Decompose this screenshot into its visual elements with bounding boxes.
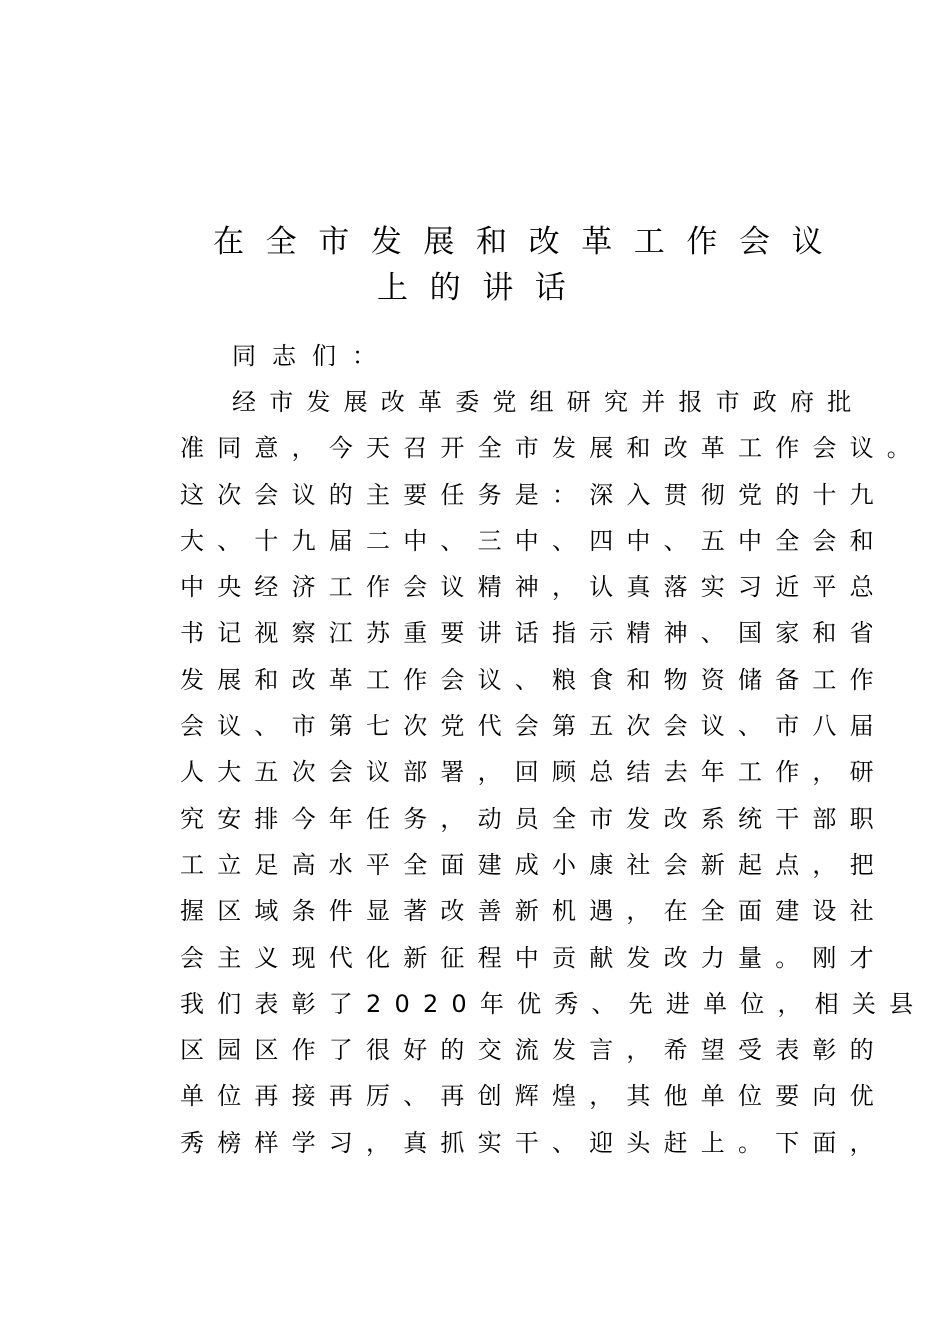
body-line: 握区域条件显著改善新机遇，在全面建设社 <box>180 897 887 926</box>
body-paragraph <box>180 382 927 1169</box>
body-line: 工立足高水平全面建成小康社会新起点，把 <box>180 850 887 879</box>
body-line: 会议、市第七次党代会第五次会议、市八届 <box>180 712 887 741</box>
body-line: 人大五次会议部署，回顾总结去年工作，研 <box>180 758 887 787</box>
body-line: 这次会议的主要任务是：深入贯彻党的十九 <box>180 480 887 509</box>
body-line: 单位再接再厉、再创辉煌，其他单位要向优 <box>180 1082 887 1111</box>
body-line: 究安排今年任务，动员全市发改系统干部职 <box>180 804 887 833</box>
title-line-2: 上的讲话 <box>377 270 588 306</box>
body-line: 经市发展改革委党组研究并报市政府批 <box>232 388 865 416</box>
title-line-1: 在全市发展和改革工作会议 <box>213 224 845 260</box>
body-line: 大、十九届二中、三中、四中、五中全会和 <box>180 526 887 555</box>
body-line: 书记视察江苏重要讲话指示精神、国家和省 <box>180 619 887 648</box>
body-line: 我们表彰了2020年优秀、先进单位，相关县 <box>180 989 927 1018</box>
salutation: 同志们： <box>232 342 392 370</box>
body-line: 秀榜样学习，真抓实干、迎头赶上。下面， <box>180 1128 887 1157</box>
body-line: 发展和改革工作会议、粮食和物资储备工作 <box>180 665 887 694</box>
body-line: 会主义现代化新征程中贡献发改力量。刚才 <box>180 943 887 972</box>
body-line: 准同意，今天召开全市发展和改革工作会议。 <box>180 434 924 463</box>
body-line: 区园区作了很好的交流发言，希望受表彰的 <box>180 1036 887 1065</box>
body-line: 中央经济工作会议精神，认真落实习近平总 <box>180 573 887 602</box>
